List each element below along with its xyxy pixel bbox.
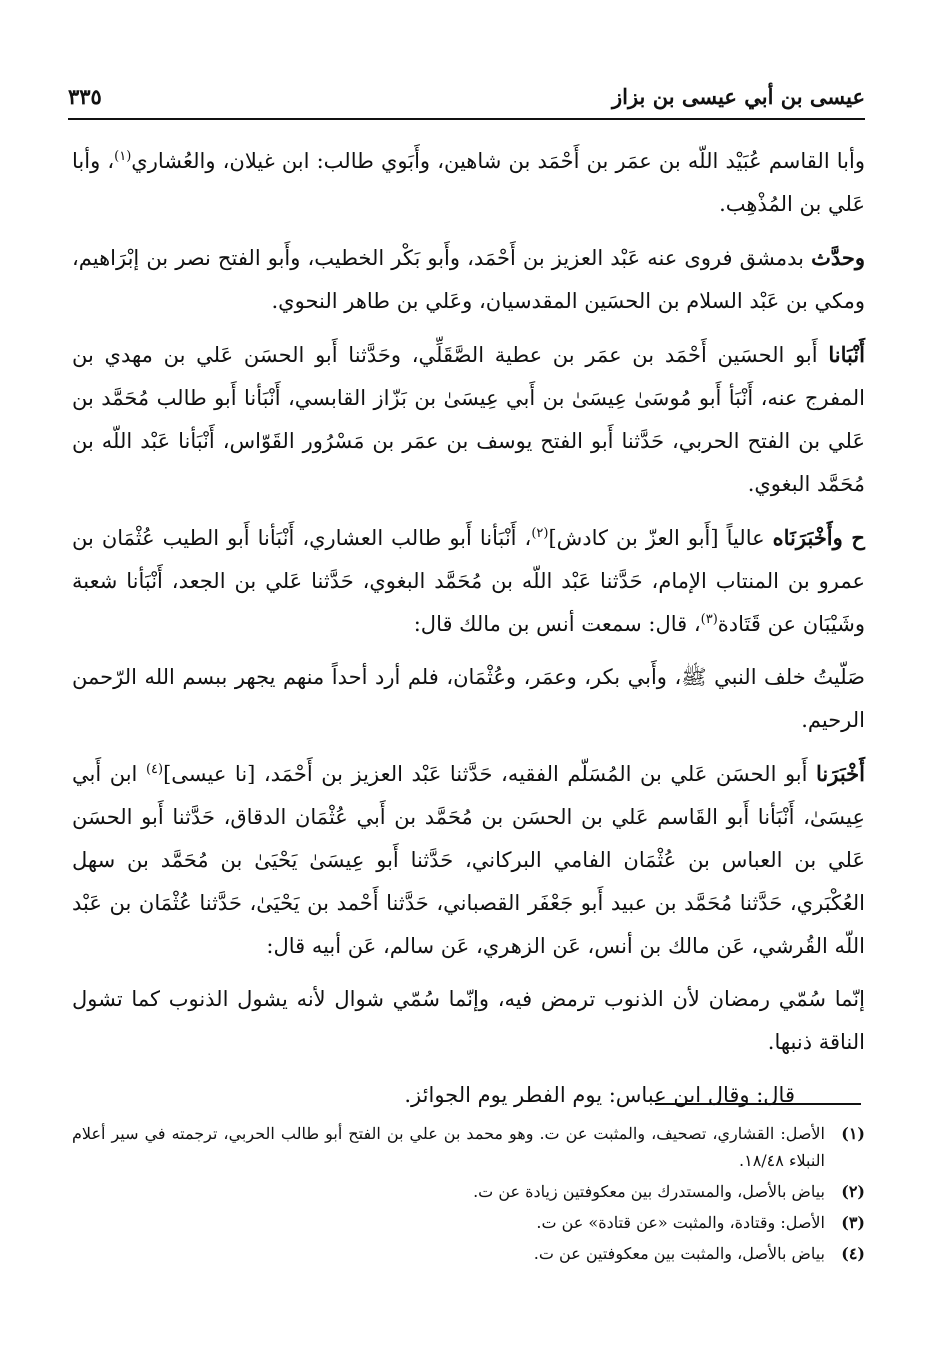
paragraph-7-text: إنّما سُمّي رمضان لأن الذنوب ترمض فيه، وإنّما سُمّي شوال لأنه يشول الذنوب كما تشول الناقة ذنبها. <box>72 987 865 1054</box>
footnote-text: بياض بالأصل، والمستدرك بين معكوفتين زيادة عن ت. <box>473 1182 825 1201</box>
paragraph-2 <box>72 236 865 323</box>
page-number: ٣٣٥ <box>68 84 102 109</box>
footnote-text: بياض بالأصل، والمثبت بين معكوفتين عن ت. <box>533 1244 825 1263</box>
footnote-ref-2: (٢) <box>531 526 549 541</box>
footnote-number: (١) <box>841 1124 865 1143</box>
footnote-ref-3: (٣) <box>700 612 718 627</box>
paragraph-7-hadith <box>72 978 865 1064</box>
paragraph-4 <box>72 516 865 646</box>
paragraph-1 <box>72 140 865 226</box>
paragraph-3 <box>72 333 865 506</box>
footnote-4 <box>72 1240 865 1267</box>
paragraph-6 <box>72 752 865 968</box>
paragraph-4-lead: ح وأَخْبَرَنَاه <box>772 525 865 550</box>
paragraph-2-text: بدمشق فروى عنه عَبْد العزيز بن أَحْمَد، وأَبو بَكْر الخطيب، وأَبو الفتح نصر بن إبْرَاهيم، ومكي بن عَبْد السلام بن الحسَين المقدسيان، وعَلي بن طاهر النحوي. <box>72 246 865 313</box>
paragraph-1-text-b: ، وأبا عَلي بن المُذْهِب. <box>72 149 865 216</box>
footnote-3 <box>72 1209 865 1236</box>
footnote-text: الأصل: القشاري، تصحيف، والمثبت عن ت. وهو محمد بن علي بن الفتح أبو طالب الحربي، ترجمته في سير أعلام النبلاء ١٨/٤٨. <box>72 1124 825 1170</box>
footnote-ref-1: (١) <box>114 149 132 164</box>
footnote-text: الأصل: وقتادة، والمثبت «عن قتادة» عن ت. <box>536 1213 825 1232</box>
footnote-1 <box>72 1120 865 1174</box>
paragraph-4-text-b: ، أَنْبَأنا أَبو طالب العشاري، أَنْبَأنا أَبو الطيب عُثْمَان بن عمرو بن المنتاب الإمام، حَدَّثنا عَبْد اللّه بن مُحَمَّد البغوي، حَدَّثنا عَلي بن الجعد، أَنْبَأنا شعبة وشَيْبَان عن قَتَادة <box>72 526 865 636</box>
paragraph-3-text: أَبو الحسَين أَحْمَد بن عمَر بن عطية الصَّقَلِّي، وحَدَّثنا أَبو الحسَن عَلي بن مهدي بن المفرج عنه، أَنْبَأ أَبو مُوسَىٰ عِيسَىٰ بن أَبي عِيسَىٰ بن بَزّاز القابسي، أَنْبَأنا أَبو طالب مُحَمَّد بن عَلي بن الفتح الحربي، حَدَّثنا أَبو الفتح يوسف بن عمَر بن مَسْرُور القَوّاس، أَنْبَأنا عَبْد اللّه بن مُحَمَّد البغوي. <box>72 343 865 496</box>
footnote-separator <box>655 1103 861 1105</box>
footnote-2 <box>72 1178 865 1205</box>
paragraph-3-lead: أَنْبَانا <box>828 342 865 367</box>
paragraph-8 <box>72 1074 865 1117</box>
paragraph-1-text-a: وأبا القاسم عُبَيْد اللّه بن عمَر بن أَحْمَد بن شاهين، وأَبَوي طالب: ابن غيلان، والعُشاري <box>131 149 866 173</box>
footnote-number: (٤) <box>841 1244 865 1263</box>
footnote-number: (٢) <box>841 1182 865 1201</box>
header-title: عيسى بن أبي عيسى بن بزاز <box>611 84 865 109</box>
running-header <box>68 82 865 120</box>
paragraph-6-lead: أَخْبَرَنا <box>816 761 865 786</box>
paragraph-5-text: صَلّيتُ خلف النبي ﷺ، وأَبي بكر، وعمَر، وعُثْمَان، فلم أرد أحداً منهم يجهر ببسم الله الرّحمن الرحيم. <box>72 665 865 732</box>
footnote-ref-4: (٤) <box>145 762 164 777</box>
paragraph-6-text-a: أَبو الحسَن عَلي بن المُسَلّم الفقيه، حَدَّثنا عَبْد العزيز بن أَحْمَد، [نا عيسى] <box>163 762 817 786</box>
main-text <box>72 140 865 1127</box>
paragraph-8-text: قال: وقال ابن عباس: يوم الفطر يوم الجوائز. <box>404 1083 795 1107</box>
paragraph-5-hadith <box>72 656 865 742</box>
footnote-number: (٣) <box>841 1213 865 1232</box>
paragraph-4-text-a: عالياً [أَبو العزّ بن كادش] <box>548 526 773 550</box>
paragraph-2-lead: وحدَّث <box>811 245 865 270</box>
footnotes <box>72 1120 865 1271</box>
paragraph-4-text-c: ، قال: سمعت أنس بن مالك قال: <box>413 612 701 636</box>
paragraph-6-text-b: ابن أَبي عِيسَىٰ، أَنْبَأنا أَبو القَاسم عَلي بن الحسَن بن مُحَمَّد بن أَبي عُثْمَان الدقاق، حَدَّثنا أَبو الحسَن عَلي بن العباس بن عُثْمَان الفامي البركاني، حَدَّثنا أَبو عِيسَىٰ يَحْيَىٰ بن مُحَمَّد بن سهل العُكْبَري، حَدَّثنا مُحَمَّد بن عبيد أَبو جَعْفَر القصباني، حَدَّثنا أَحْمد بن يَحْيَىٰ، حَدَّثنا عُثْمَان بن عَبْد اللّه القُرشي، عَن مالك بن أنس، عَن الزهري، عَن سالم، عَن أبيه قال: <box>72 762 865 958</box>
